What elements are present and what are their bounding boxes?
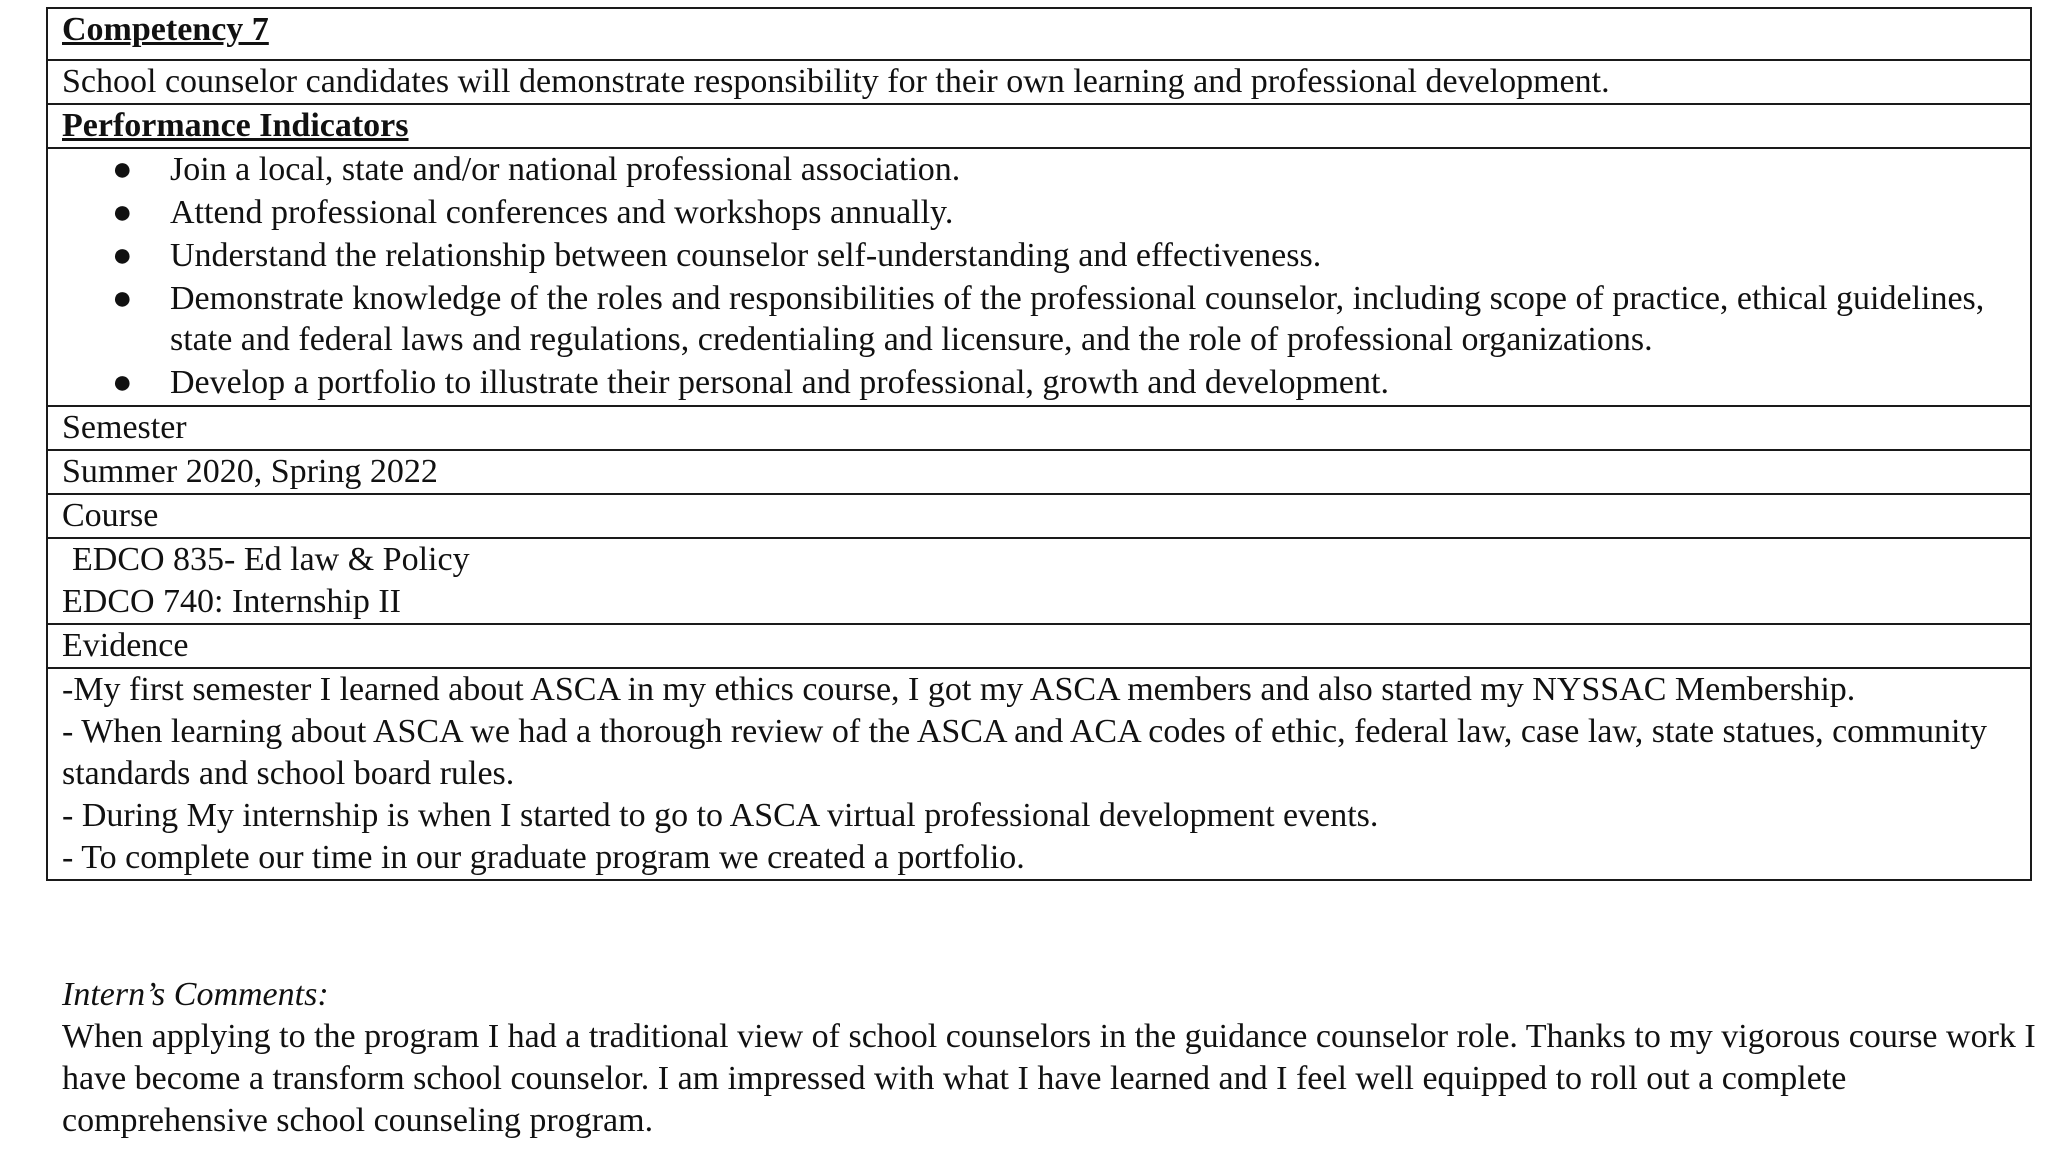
- semester-label-cell: [47, 406, 2031, 450]
- bullet-icon: ●: [112, 364, 133, 401]
- course-label-row: [47, 494, 2031, 538]
- comments-text: When applying to the program I had a traditional view of school counselors in the guidance counselor role. Thanks to my vigorous course work I have become a transform school counselor. I am impressed with what I have learned and I feel well equipped to roll out a complete comprehensive school counseling program.: [62, 1018, 2036, 1139]
- course-values-row: [47, 538, 2031, 624]
- list-item: [62, 278, 2016, 360]
- bullet-icon: ●: [112, 194, 133, 231]
- list-item: [62, 235, 2016, 276]
- bullet-icon: ●: [112, 280, 133, 317]
- intern-comments: [62, 974, 2042, 1142]
- statement-cell: [47, 60, 2031, 104]
- evidence-item: - During My internship is when I started to go to ASCA virtual professional development events.: [62, 797, 1379, 834]
- semester-value-row: [47, 450, 2031, 494]
- indicators-heading: Performance Indicators: [62, 107, 409, 144]
- semester-label: Semester: [62, 409, 187, 446]
- evidence-label-cell: [47, 624, 2031, 668]
- indicators-heading-row: [47, 104, 2031, 148]
- indicators-list: [62, 149, 2016, 403]
- competency-statement: School counselor candidates will demonstrate responsibility for their own learning and professional development.: [62, 63, 1610, 100]
- course-label: Course: [62, 497, 159, 534]
- evidence-item: - When learning about ASCA we had a thorough review of the ASCA and ACA codes of ethic, federal law, case law, state statues, community standards and school board rules.: [62, 713, 1987, 792]
- list-item: [62, 192, 2016, 233]
- comments-label: Intern’s Comments:: [62, 976, 329, 1013]
- indicators-heading-cell: [47, 104, 2031, 148]
- evidence-label-row: [47, 624, 2031, 668]
- competency-title: Competency 7: [62, 11, 269, 48]
- course-values-cell: [47, 538, 2031, 624]
- indicator-text: Attend professional conferences and workshops annually.: [170, 194, 954, 231]
- list-item: [62, 149, 2016, 190]
- course-item: EDCO 835- Ed law & Policy: [72, 541, 470, 578]
- list-item: [62, 362, 2016, 403]
- course-item: EDCO 740: Internship II: [62, 583, 402, 620]
- indicator-text: Join a local, state and/or national professional association.: [170, 151, 961, 188]
- indicator-text: Demonstrate knowledge of the roles and responsibilities of the professional counselor, including scope of practice, ethical guidelines, state and federal laws and regulations, credentialing and licensure, and the role of professional organizations.: [170, 280, 1985, 358]
- statement-row: [47, 60, 2031, 104]
- course-label-cell: [47, 494, 2031, 538]
- evidence-item: - To complete our time in our graduate program we created a portfolio.: [62, 839, 1025, 876]
- bullet-icon: ●: [112, 151, 133, 188]
- indicator-text: Develop a portfolio to illustrate their personal and professional, growth and development.: [170, 364, 1389, 401]
- evidence-label: Evidence: [62, 627, 189, 664]
- indicators-cell: [47, 148, 2031, 406]
- indicators-row: [47, 148, 2031, 406]
- evidence-item: -My first semester I learned about ASCA in my ethics course, I got my ASCA members and also started my NYSSAC Membership.: [62, 671, 1856, 708]
- competency-table: [46, 7, 2032, 881]
- evidence-cell: [47, 668, 2031, 880]
- title-cell: [47, 8, 2031, 60]
- semester-value-cell: [47, 450, 2031, 494]
- evidence-row: [47, 668, 2031, 880]
- semester-label-row: [47, 406, 2031, 450]
- bullet-icon: ●: [112, 237, 133, 274]
- semester-value: Summer 2020, Spring 2022: [62, 453, 438, 490]
- indicator-text: Understand the relationship between counselor self-understanding and effectiveness.: [170, 237, 1322, 274]
- title-row: [47, 8, 2031, 60]
